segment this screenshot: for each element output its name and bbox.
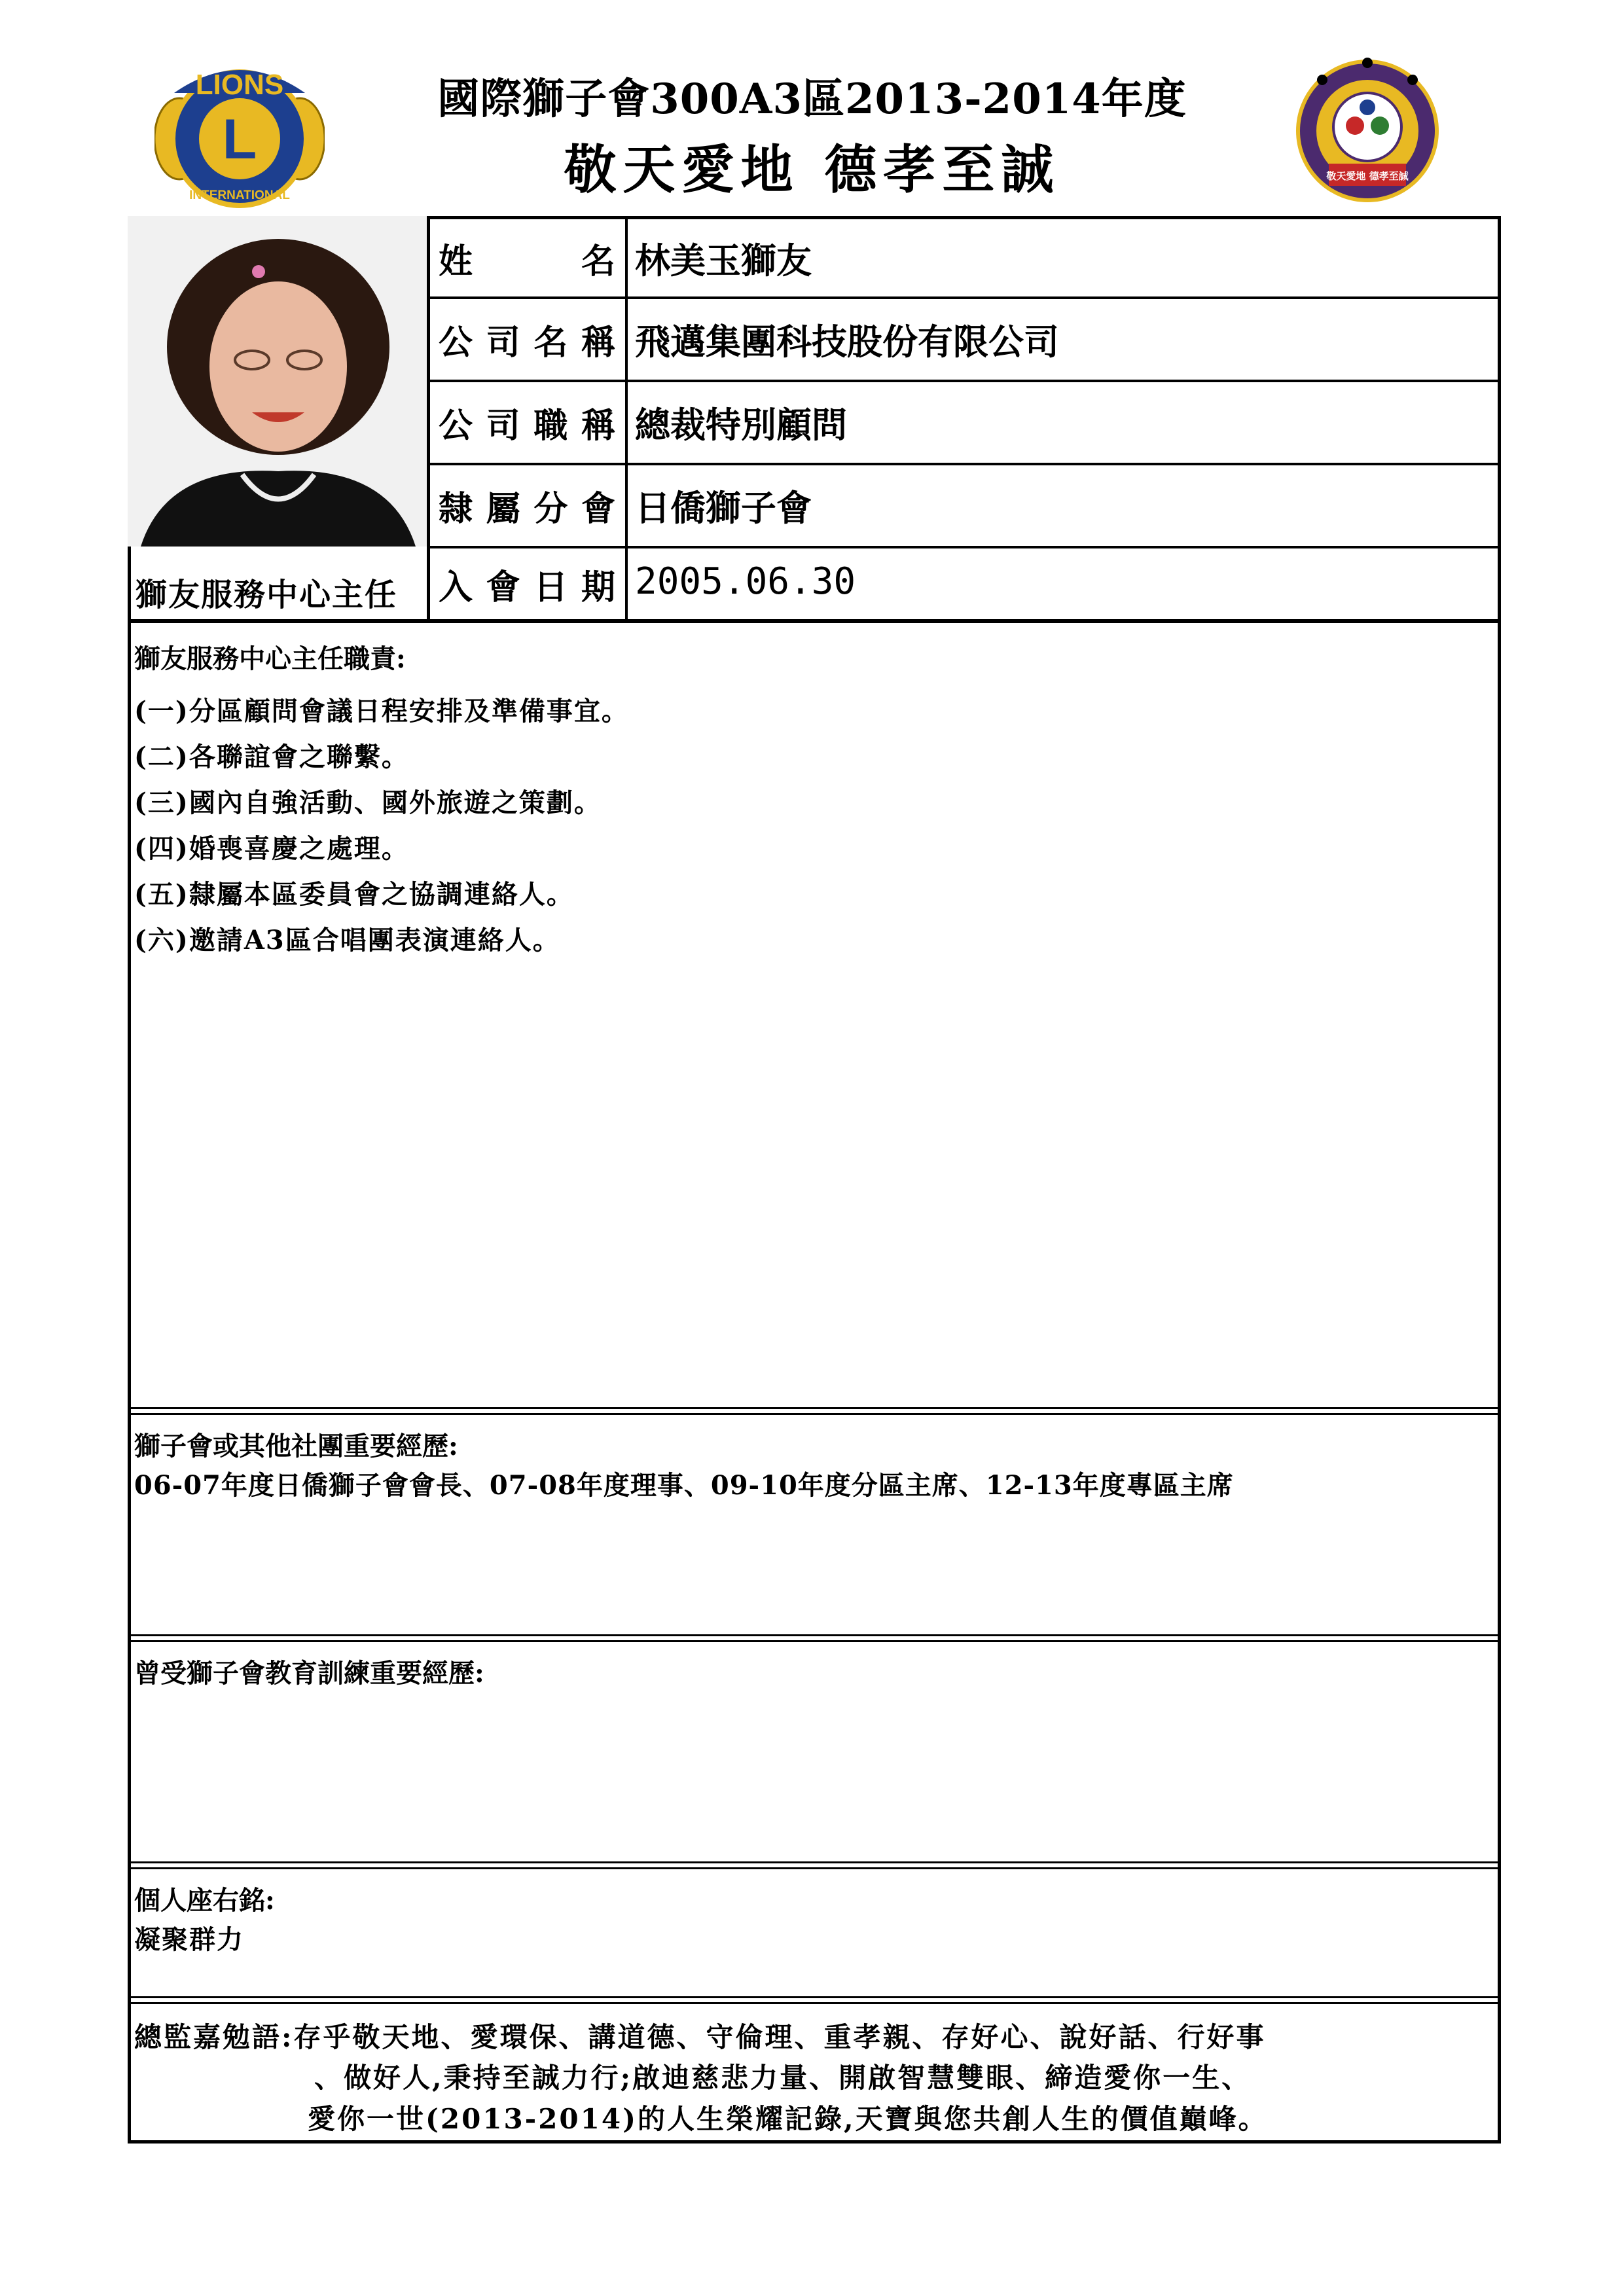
duty-item: (三)國內自強活動、國外旅遊之策劃。 (134, 787, 602, 818)
svg-text:L: L (222, 108, 257, 171)
field-label-club: 隸 屬 分 會 (439, 489, 615, 529)
training-section-title: 曾受獅子會教育訓練重要經歷: (134, 1658, 484, 1689)
section-divider (128, 1407, 1501, 1409)
field-value-company-name: 飛邁集團科技股份有限公司 (635, 321, 1059, 363)
svg-text:LIONS: LIONS (195, 69, 284, 101)
field-label-job-title: 公 司 職 稱 (439, 406, 615, 446)
section-divider (128, 1867, 1501, 1869)
section-divider (128, 1634, 1501, 1636)
column-divider (427, 216, 430, 622)
column-divider (128, 548, 131, 622)
section-divider (128, 2002, 1501, 2004)
member-photo-cell (128, 216, 429, 622)
section-divider (128, 619, 1501, 623)
district-emblem-logo (1296, 54, 1439, 211)
svg-text:INTERNATIONAL: INTERNATIONAL (189, 188, 290, 202)
experience-section-title: 獅子會或其他社團重要經歷: (134, 1431, 458, 1462)
duties-section-title: 獅友服務中心主任職責: (134, 643, 406, 674)
document-title: 國際獅子會300A3區2013-2014年度 (437, 75, 1187, 124)
duty-item: (六)邀請A3區合唱團表演連絡人。 (134, 925, 560, 956)
district-motto-heading: 敬天愛地 德孝至誠 (564, 139, 1060, 200)
field-value-join-date: 2005.06.30 (635, 560, 856, 603)
field-value-club: 日僑獅子會 (635, 487, 812, 529)
field-label-company-name: 公 司 名 稱 (439, 323, 615, 363)
section-divider (128, 1861, 1501, 1863)
section-divider (128, 1996, 1501, 1998)
field-value-job-title: 總裁特別顧問 (635, 404, 847, 446)
personal-motto-title: 個人座右銘: (134, 1885, 275, 1916)
field-label-name: 姓 名 (439, 241, 615, 281)
section-divider (128, 1640, 1501, 1642)
position-title-caption: 獅友服務中心主任 (135, 577, 398, 613)
field-label-join-date: 入 會 日 期 (439, 567, 615, 607)
duty-item: (四)婚喪喜慶之處理。 (134, 833, 409, 864)
svg-text:敬天愛地 德孝至誠: 敬天愛地 德孝至誠 (1326, 170, 1409, 182)
governor-message-line2: 、做好人,秉持至誠力行;啟迪慈悲力量、開啟智慧雙眼、締造愛你一生、 (314, 2062, 1252, 2094)
experience-text: 06-07年度日僑獅子會會長、07-08年度理事、09-10年度分區主席、12-13年度專區主席 (134, 1470, 1234, 1501)
duty-item: (五)隸屬本區委員會之協調連絡人。 (134, 879, 574, 910)
field-value-name: 林美玉獅友 (635, 239, 812, 281)
section-divider (128, 1413, 1501, 1415)
personal-motto-text: 凝聚群力 (134, 1924, 244, 1955)
duty-item: (二)各聯誼會之聯繫。 (134, 742, 409, 772)
governor-message-line1: 總監嘉勉語:存乎敬天地、愛環保、講道德、守倫理、重孝親、存好心、說好話、行好事 (134, 2021, 1266, 2053)
member-portrait-photo (128, 216, 429, 547)
governor-message-line3: 愛你一世(2013-2014)的人生榮耀記錄,天寶與您共創人生的價值巔峰。 (308, 2103, 1268, 2135)
column-divider (625, 216, 628, 622)
duty-item: (一)分區顧問會議日程安排及準備事宜。 (134, 696, 629, 726)
